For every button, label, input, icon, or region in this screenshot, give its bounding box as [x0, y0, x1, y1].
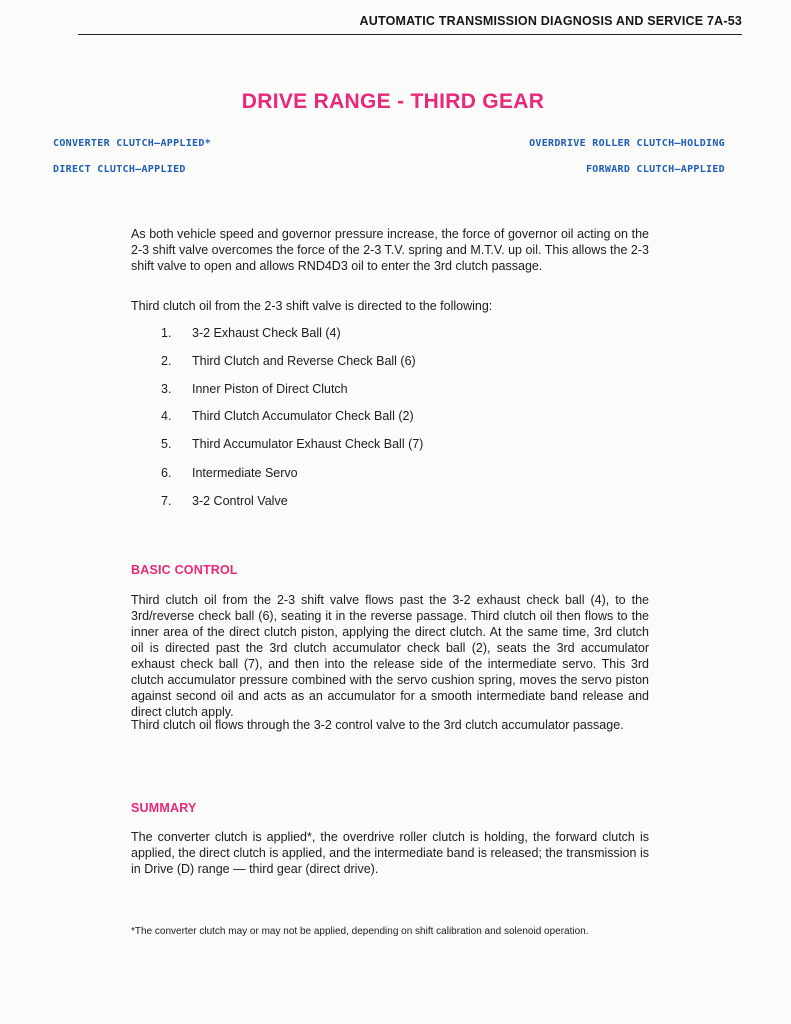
- basic-control-heading: BASIC CONTROL: [131, 563, 238, 577]
- footnote: *The converter clutch may or may not be applied, depending on shift calibration and solenoid operation.: [131, 926, 589, 937]
- list-item-text: 3-2 Exhaust Check Ball (4): [192, 326, 341, 340]
- summary-heading: SUMMARY: [131, 801, 197, 815]
- list-item-text: Intermediate Servo: [192, 466, 298, 480]
- list-item-number: 4.: [161, 409, 172, 423]
- list-item: [161, 437, 423, 451]
- list-item: [161, 494, 288, 508]
- list-item-text: Third Accumulator Exhaust Check Ball (7): [192, 437, 424, 451]
- converter-clutch-status: CONVERTER CLUTCH—APPLIED*: [53, 138, 212, 149]
- direct-clutch-status: DIRECT CLUTCH—APPLIED: [53, 164, 186, 175]
- list-intro: Third clutch oil from the 2-3 shift valve is directed to the following:: [131, 299, 493, 313]
- list-item: [161, 409, 414, 423]
- page-title: DRIVE RANGE - THIRD GEAR: [241, 90, 545, 113]
- list-item-number: 3.: [161, 382, 172, 396]
- list-item-number: 7.: [161, 494, 172, 508]
- list-item-text: 3-2 Control Valve: [192, 494, 288, 508]
- list-item: [161, 326, 341, 340]
- list-item-text: Third Clutch Accumulator Check Ball (2): [192, 409, 414, 423]
- overdrive-roller-clutch-status: OVERDRIVE ROLLER CLUTCH—HOLDING: [529, 138, 725, 149]
- list-item-text: Inner Piston of Direct Clutch: [192, 382, 348, 396]
- forward-clutch-status: FORWARD CLUTCH—APPLIED: [585, 164, 725, 175]
- list-item-number: 6.: [161, 466, 172, 480]
- list-item: [161, 354, 416, 368]
- header-title: AUTOMATIC TRANSMISSION DIAGNOSIS AND SERVICE 7A-53: [359, 14, 742, 28]
- list-item-number: 2.: [161, 354, 172, 368]
- list-item-number: 5.: [161, 437, 172, 451]
- header-rule: [78, 34, 742, 35]
- list-item: [161, 466, 298, 480]
- list-item-number: 1.: [161, 326, 172, 340]
- intro-paragraph: As both vehicle speed and governor pressure increase, the force of governor oil acting on the 2-3 shift valve overcomes the force of the 2-3 T.V. spring and M.T.V. up oil. This allows the 2-3 shift valve to open and allows RND4D3 oil to enter the 3rd clutch passage.: [131, 227, 649, 273]
- basic-control-paragraph-2: Third clutch oil flows through the 3-2 control valve to the 3rd clutch accumulator passage.: [131, 718, 624, 732]
- list-item: [161, 382, 348, 396]
- summary-paragraph: The converter clutch is applied*, the overdrive roller clutch is holding, the forward clutch is applied, the direct clutch is applied, and the intermediate band is released; the transmission is in Drive (D) range — third gear (direct drive).: [131, 830, 649, 876]
- basic-control-paragraph: Third clutch oil from the 2-3 shift valve flows past the 3-2 exhaust check ball (4), to the 3rd/reverse check ball (6), seating it in the reverse passage. Third clutch oil then flows to the inner area of the direct clutch piston, applying the direct clutch. At the same time, 3rd clutch oil is directed past the 3rd clutch accumulator check ball (2), seats the 3rd accumulator exhaust check ball (7), and then into the release side of the intermediate servo. This 3rd clutch accumulator pressure combined with the servo cushion spring, moves the servo piston against second oil and acts as an accumulator for a smooth intermediate band release and direct clutch apply.: [131, 593, 649, 719]
- list-item-text: Third Clutch and Reverse Check Ball (6): [192, 354, 416, 368]
